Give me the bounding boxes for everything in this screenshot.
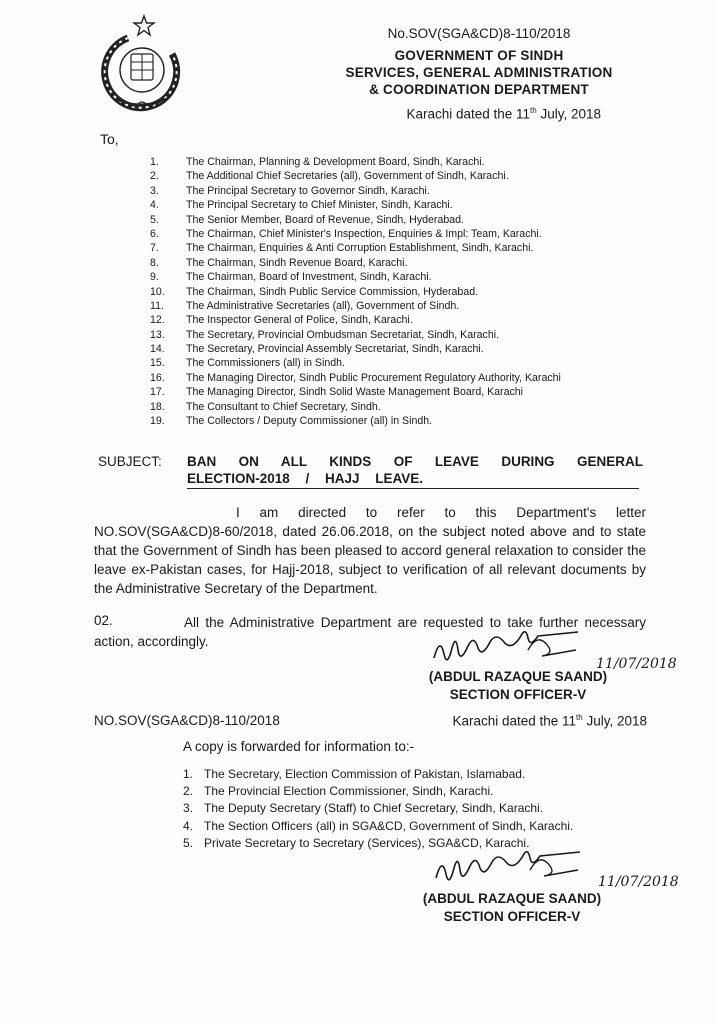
to-label: To, [100, 131, 119, 147]
list-text: The Principal Secretary to Governor Sindh, Karachi. [186, 184, 430, 197]
list-number: 19. [150, 415, 165, 428]
list-number: 16. [150, 371, 165, 384]
sindh-government-seal-icon [98, 14, 184, 114]
list-text: The Secretary, Provincial Assembly Secretariat, Sindh, Karachi. [186, 343, 484, 356]
list-number: 17. [150, 386, 165, 399]
list-text: The Deputy Secretary (Staff) to Chief Secretary, Sindh, Karachi. [204, 801, 544, 816]
list-number: 4. [183, 818, 194, 833]
signatory-block [408, 668, 628, 704]
list-text: The Consultant to Chief Secretary, Sindh. [186, 400, 381, 413]
signatory-block [402, 890, 622, 926]
list-item [150, 313, 650, 327]
list-text: The Chairman, Planning & Development Board, Sindh, Karachi. [186, 156, 485, 168]
list-text: Private Secretary to Secretary (Services), SGA&CD, Karachi. [204, 835, 530, 850]
date-line [406, 106, 601, 122]
list-number: 8. [150, 256, 159, 269]
signatory-title: SECTION OFFICER-V [449, 687, 587, 702]
list-number: 3. [150, 184, 159, 197]
list-text: The Chairman, Board of Investment, Sindh, Karachi. [186, 271, 432, 284]
list-number: 2. [183, 784, 194, 799]
paragraph-2-number: 02. [94, 613, 113, 628]
list-item [183, 818, 653, 835]
list-item [150, 285, 650, 299]
list-item [150, 227, 650, 241]
date-prefix: Karachi dated the 11 [406, 106, 531, 122]
date-prefix: Karachi dated the 11 [452, 713, 577, 729]
subject-underline [187, 488, 639, 489]
department-line-2: SERVICES, GENERAL ADMINISTRATION [345, 65, 613, 80]
list-text: The Commissioners (all) in Sindh. [186, 357, 345, 370]
copy-reference-number: NO.SOV(SGA&CD)8-110/2018 [94, 713, 280, 728]
reference-number: No.SOV(SGA&CD)8-110/2018 [387, 26, 571, 41]
list-item [150, 385, 650, 399]
list-item [150, 155, 650, 169]
subject-text: BAN ON ALL KINDS OF LEAVE DURING GENERAL ELECTION-2018 / HAJJ LEAVE. [187, 454, 643, 486]
signature-date-text: 11/07/2018 [596, 656, 677, 672]
list-number: 12. [150, 314, 165, 327]
list-number: 10. [150, 285, 165, 298]
recipient-list [150, 155, 650, 428]
copy-recipient-list [183, 766, 653, 852]
list-number: 5. [150, 213, 159, 226]
subject-label: SUBJECT: [98, 454, 162, 469]
list-text: The Collectors / Deputy Commissioner (all) in Sindh. [186, 415, 433, 428]
list-text: The Chairman, Enquiries & Anti Corruption Establishment, Sindh, Karachi. [186, 242, 534, 255]
list-item [150, 400, 650, 414]
list-item [150, 256, 650, 270]
list-number: 11. [150, 299, 164, 312]
list-number: 6. [150, 227, 159, 240]
letterhead [319, 26, 639, 98]
list-item [183, 766, 653, 783]
list-number: 1. [150, 156, 159, 168]
list-item [150, 299, 650, 313]
list-text: The Inspector General of Police, Sindh, Karachi. [186, 314, 413, 327]
list-item [150, 241, 650, 255]
list-text: The Managing Director, Sindh Public Procurement Regulatory Authority, Karachi [186, 371, 561, 384]
handwritten-signature-icon [430, 848, 679, 896]
list-item [150, 371, 650, 385]
list-item [150, 198, 650, 212]
list-text: The Section Officers (all) in SGA&CD, Government of Sindh, Karachi. [204, 818, 574, 833]
list-item [150, 270, 650, 284]
list-text: The Secretary, Provincial Ombudsman Secretariat, Sindh, Karachi. [186, 328, 500, 341]
list-item [183, 800, 653, 817]
list-item [150, 356, 650, 370]
copy-intro: A copy is forwarded for information to:- [183, 739, 415, 754]
list-number: 13. [150, 328, 165, 341]
list-number: 5. [183, 835, 194, 850]
list-text: The Chairman, Chief Minister's Inspection, Enquiries & Impl: Team, Karachi. [186, 227, 542, 240]
list-number: 9. [150, 271, 159, 284]
date-suffix: July, 2018 [582, 713, 647, 729]
list-number: 3. [183, 801, 194, 816]
list-number: 2. [150, 170, 159, 183]
list-item [150, 169, 650, 183]
signatory-name: (ABDUL RAZAQUE SAAND) [422, 891, 602, 906]
list-number: 7. [150, 242, 159, 255]
signatory-title: SECTION OFFICER-V [443, 909, 581, 924]
list-text: The Principal Secretary to Chief Minister, Sindh, Karachi. [186, 199, 453, 212]
paragraph-2-text: All the Administrative Department are requested to take further necessary action, accordingly. [94, 615, 646, 649]
list-item [150, 328, 650, 342]
list-text: The Senior Member, Board of Revenue, Sindh, Hyderabad. [186, 213, 464, 226]
list-item [183, 783, 653, 800]
date-ordinal: th [530, 106, 537, 115]
list-text: The Managing Director, Sindh Solid Waste Management Board, Karachi [186, 386, 524, 399]
department-line-3: & COORDINATION DEPARTMENT [369, 82, 589, 97]
list-text: The Administrative Secretaries (all), Government of Sindh. [186, 299, 460, 312]
list-text: The Chairman, Sindh Public Service Commission, Hyderabad. [186, 285, 479, 298]
list-item [150, 213, 650, 227]
list-item [150, 414, 650, 428]
date-suffix: July, 2018 [536, 106, 601, 122]
list-number: 1. [183, 767, 194, 781]
list-number: 4. [150, 199, 159, 212]
list-text: The Secretary, Election Commission of Pakistan, Islamabad. [204, 767, 526, 781]
signatory-name: (ABDUL RAZAQUE SAAND) [428, 669, 608, 684]
list-number: 14. [150, 343, 165, 356]
body-paragraph-1: I am directed to refer to this Department's letter NO.SOV(SGA&CD)8-60/2018, dated 26.06.2018, on the subject noted above and to state that the Government of Sindh has been pleased to accord general relaxation to consider the leave ex-Pakistan cases, for Hajj-2018, subject to verification of all relevant documents by the Administrative Secretary of the Department. [94, 505, 646, 596]
date-ordinal: th [576, 713, 583, 722]
list-item [150, 184, 650, 198]
signature-date-text: 11/07/2018 [598, 874, 679, 890]
list-number: 15. [150, 357, 165, 370]
list-text: The Additional Chief Secretaries (all), Government of Sindh, Karachi. [186, 170, 509, 183]
list-number: 18. [150, 400, 165, 413]
department-line-1: GOVERNMENT OF SINDH [394, 48, 564, 63]
copy-date-line [452, 713, 647, 729]
list-text: The Chairman, Sindh Revenue Board, Karachi. [186, 256, 408, 269]
list-text: The Provincial Election Commissioner, Sindh, Karachi. [204, 784, 494, 799]
list-item [150, 342, 650, 356]
